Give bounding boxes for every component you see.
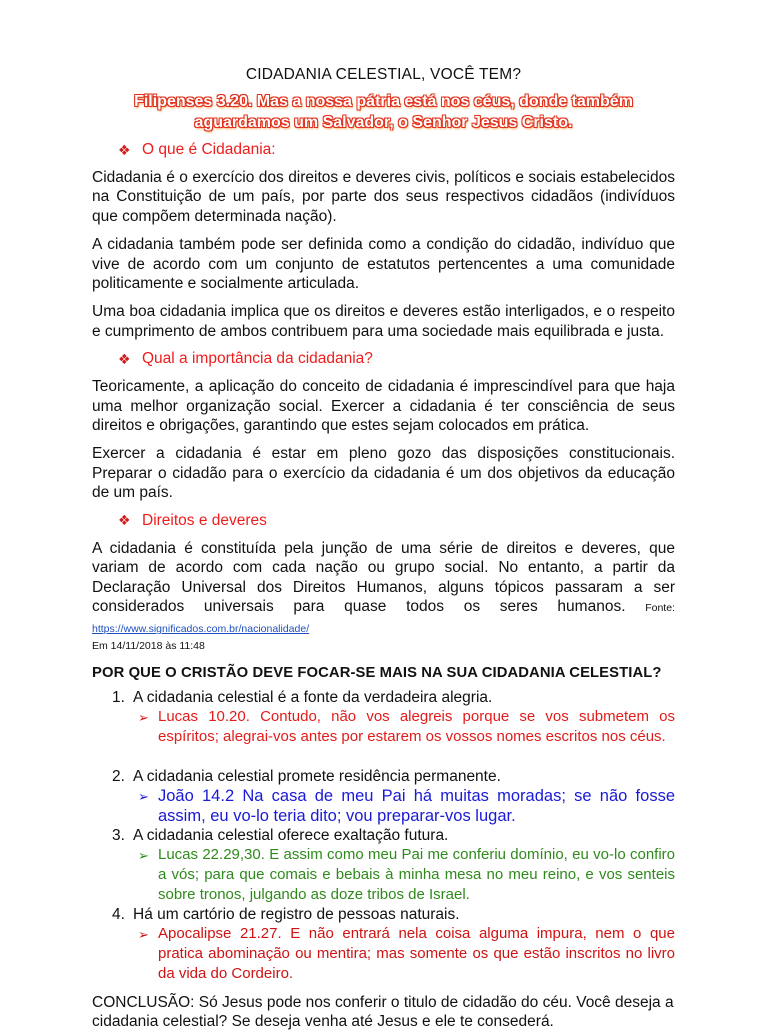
- epigraph-verse: [92, 91, 675, 133]
- paragraph: Cidadania é o exercício dos direitos e deveres civis, políticos e sociais estabelecidos na Constituição de um país, por parte dos seus respectivos cidadãos (indivíduos que compõem determinada nação).: [92, 169, 675, 225]
- item-text: A cidadania celestial promete residência permanente.: [133, 767, 501, 785]
- source-label: Fonte:: [645, 601, 675, 614]
- reason-line: [92, 688, 675, 707]
- conclusion-paragraph: CONCLUSÃO: Só Jesus pode nos conferir o titulo de cidadão do céu. Você deseja a cidadania celestial? Se deseja venha até Jesus e ele te consederá.: [92, 993, 674, 1031]
- item-text: A cidadania celestial é a fonte da verdadeira alegria.: [133, 688, 493, 706]
- reason-line: [92, 905, 675, 924]
- list-item: [92, 826, 675, 905]
- item-number: 3.: [112, 826, 125, 844]
- paragraph-text: A cidadania é constituída pela junção de uma série de direitos e deveres, que variam de acordo com cada nação ou grupo social. No entanto, a partir da Declaração Universal dos Direitos Humanos, alguns tópicos passaram a ser considerados universais para quase todos os seres humanos.: [92, 539, 675, 615]
- verse-quote: [138, 786, 675, 826]
- list-item: [92, 767, 675, 826]
- item-number: 4.: [112, 905, 125, 923]
- document-title: CIDADANIA CELESTIAL, VOCÊ TEM?: [245, 66, 522, 83]
- section-heading-label: O que é Cidadania:: [142, 141, 276, 158]
- verse-quote: [138, 924, 675, 984]
- item-number: 1.: [112, 688, 125, 706]
- verse-text: Lucas 10.20. Contudo, não vos alegreis porque se vos submetem os espíritos; alegrai-vos antes por estarem os vossos nomes escritos nos céus.: [158, 707, 675, 745]
- epigraph-line-2: aguardamos um Salvador, o Senhor Jesus Cristo.: [194, 114, 573, 131]
- source-date: Em 14/11/2018 às 11:48: [92, 639, 205, 652]
- reason-line: [92, 826, 675, 845]
- item-text: Há um cartório de registro de pessoas naturais.: [133, 905, 460, 923]
- section-heading-label: Qual a importância da cidadania?: [142, 350, 373, 368]
- verse-text: João 14.2 Na casa de meu Pai há muitas moradas; se não fosse assim, eu vo-lo teria dito; vou preparar-vos lugar.: [158, 786, 675, 825]
- reason-line: [92, 767, 675, 786]
- paragraph: A cidadania também pode ser definida como a condição do cidadão, indivíduo que vive de acordo com um conjunto de estatutos pertencentes a uma comunidade politicamente e socialmente articulada.: [92, 236, 675, 293]
- section-heading-what-is-citizenship: [118, 141, 675, 159]
- paragraph-with-source: [92, 539, 675, 652]
- diamond-bullet-icon: ❖: [118, 350, 131, 367]
- arrow-bullet-icon: ➢: [138, 788, 149, 804]
- reasons-list: [92, 688, 675, 984]
- arrow-bullet-icon: ➢: [138, 709, 149, 725]
- list-item: [92, 905, 675, 984]
- diamond-bullet-icon: ❖: [118, 141, 131, 158]
- section-heading-importance: [118, 350, 675, 368]
- source-link[interactable]: https://www.significados.com.br/nacionalidade/: [92, 623, 310, 636]
- paragraph: Teoricamente, a aplicação do conceito de cidadania é imprescindível para que haja uma melhor organização social. Exercer a cidadania é ter consciência de seus direitos e obrigações, garantindo que estes sejam colocados em prática.: [92, 378, 675, 435]
- diamond-bullet-icon: ❖: [118, 512, 131, 529]
- paragraph: Uma boa cidadania implica que os direitos e deveres estão interligados, e o respeito e cumprimento de ambos contribuem para uma sociedade mais equilibrada e justa.: [92, 303, 675, 340]
- arrow-bullet-icon: ➢: [138, 926, 149, 942]
- why-section-title: POR QUE O CRISTÃO DEVE FOCAR-SE MAIS NA SUA CIDADANIA CELESTIAL?: [92, 664, 662, 681]
- epigraph-line-1: Filipenses 3.20. Mas a nossa pátria está nos céus, donde também: [134, 93, 633, 110]
- verse-text: Lucas 22.29,30. E assim como meu Pai me conferiu domínio, eu vo-lo confiro a vós; para que comais e bebais à minha mesa no meu reino, e vos senteis sobre tronos, julgando as doze tribos de Israel.: [158, 845, 675, 903]
- list-item: [92, 688, 675, 767]
- verse-quote: [138, 707, 675, 747]
- paragraph: Exercer a cidadania é estar em pleno gozo das disposições constitucionais. Preparar o cidadão para o exercício da cidadania é um dos objetivos da educação de um país.: [92, 445, 675, 502]
- section-heading-rights-duties: [118, 512, 675, 530]
- verse-text: Apocalipse 21.27. E não entrará nela coisa alguma impura, nem o que pratica abominação ou mentira; mas somente os que estão inscritos no livro da vida do Cordeiro.: [158, 924, 675, 982]
- item-number: 2.: [112, 767, 125, 785]
- arrow-bullet-icon: ➢: [138, 847, 149, 863]
- section-heading-label: Direitos e deveres: [142, 511, 267, 529]
- verse-quote: [138, 845, 675, 905]
- item-text: A cidadania celestial oferece exaltação futura.: [133, 826, 449, 844]
